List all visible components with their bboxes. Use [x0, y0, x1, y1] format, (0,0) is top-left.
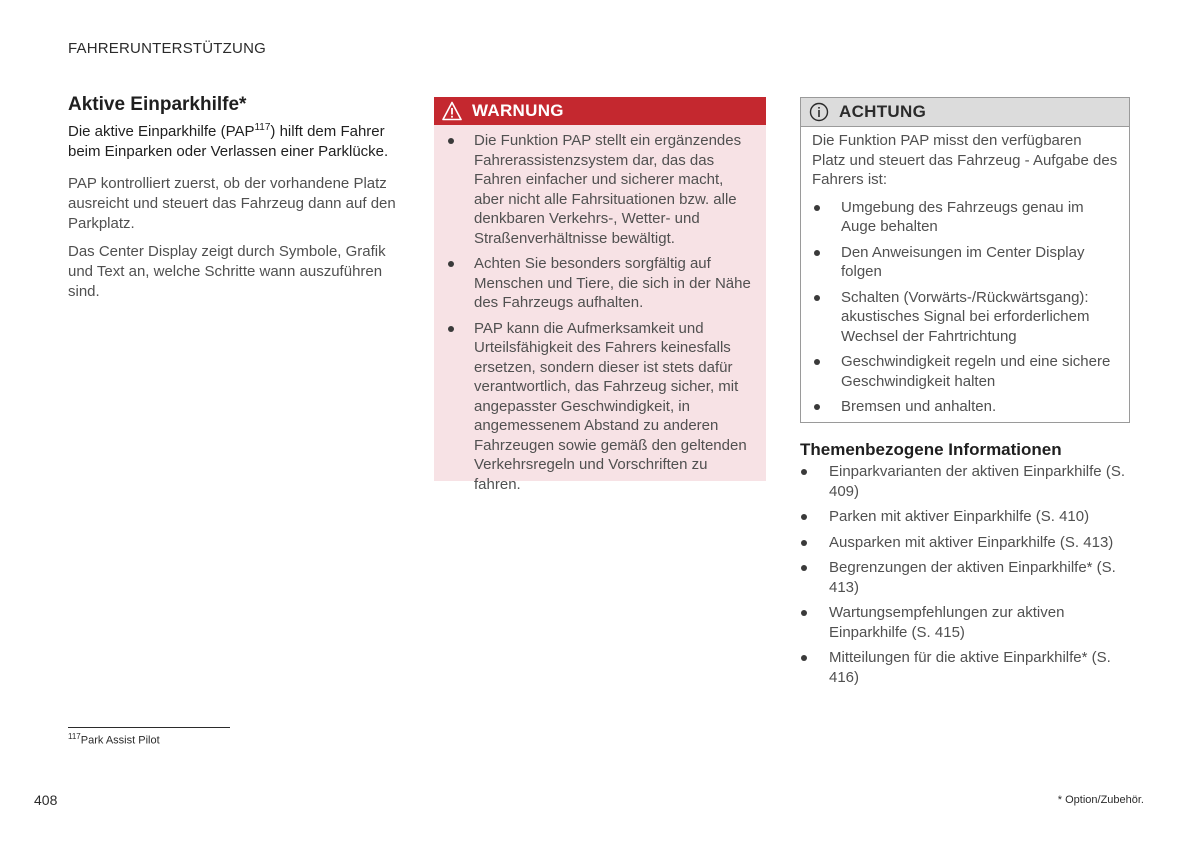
related-link[interactable] — [800, 507, 1132, 527]
list-item-text: Umgebung des Fahrzeugs genau im Auge behalten — [841, 198, 1084, 235]
warning-box — [434, 97, 766, 493]
list-item-text: Bremsen und anhalten. — [841, 398, 997, 415]
warning-header — [434, 97, 766, 125]
list-item-text: Die Funktion PAP stellt ein ergänzendes Fahrerassistenzsystem dar, das das Fahren einfacher und sicherer macht, aber nicht alle Fahrsituationen bzw. alle denkbaren Verkehrs-, Wetter- und Straßenverhältnisse bewältigt. — [474, 132, 742, 247]
warning-triangle-icon — [442, 101, 462, 121]
related-list — [800, 462, 1132, 687]
bullet-icon — [814, 205, 820, 211]
intro-text: Die aktive Einparkhilfe (PAP — [68, 123, 255, 140]
bullet-icon — [448, 326, 454, 332]
bullet-icon — [801, 540, 807, 546]
bullet-icon — [814, 250, 820, 256]
bullet-icon — [814, 359, 820, 365]
list-item — [812, 352, 1119, 391]
note-header — [801, 98, 1129, 127]
option-note: * Option/Zubehör. — [1057, 794, 1144, 806]
footnote-number: 117 — [68, 732, 81, 741]
main-section — [68, 94, 400, 310]
related-link-text[interactable]: Parken mit aktiver Einparkhilfe (S. 410) — [829, 508, 1090, 525]
bullet-icon — [801, 655, 807, 661]
info-icon — [809, 102, 829, 122]
bullet-icon — [801, 565, 807, 571]
footnote-text: Park Assist Pilot — [80, 734, 160, 747]
list-item — [446, 319, 756, 495]
bullet-icon — [448, 261, 454, 267]
related-link[interactable] — [800, 462, 1132, 501]
list-item — [812, 397, 1119, 417]
related-link[interactable] — [800, 648, 1132, 687]
list-item-text: Achten Sie besonders sorgfältig auf Menschen und Tiere, die sich in der Nähe des Fahrzeugs aufhalten. — [474, 255, 751, 311]
bullet-icon — [814, 404, 820, 410]
related-link-text[interactable]: Mitteilungen für die aktive Einparkhilfe* (S. 416) — [829, 649, 1111, 686]
list-item-text: Schalten (Vorwärts-/Rückwärtsgang): akustisches Signal bei erforderlichem Wechsel der Fahrtrichtung — [841, 288, 1090, 345]
body-paragraph: PAP kontrolliert zuerst, ob der vorhandene Platz ausreicht und steuert das Fahrzeug dann auf den Parkplatz. — [68, 175, 396, 232]
footnote-ref[interactable]: 117 — [254, 122, 271, 133]
bullet-icon — [801, 514, 807, 520]
intro-text-rest: ) hilft dem Fahrer beim Einparken oder Verlassen einer Parklücke. — [68, 123, 389, 160]
related-link-text[interactable]: Ausparken mit aktiver Einparkhilfe (S. 413) — [829, 533, 1114, 551]
list-item-text: Geschwindigkeit regeln und eine sichere Geschwindigkeit halten — [841, 353, 1111, 390]
chapter-header: FAHRERUNTERSTÜTZUNG — [68, 40, 266, 57]
note-intro: Die Funktion PAP misst den verfügbaren Platz und steuert das Fahrzeug - Aufgabe des Fahrers ist: — [812, 132, 1118, 188]
related-link-text[interactable]: Begrenzungen der aktiven Einparkhilfe* (S. 413) — [829, 559, 1116, 596]
related-info — [800, 440, 1132, 693]
bullet-icon — [448, 138, 454, 144]
intro-paragraph — [68, 122, 400, 162]
note-list — [801, 198, 1129, 417]
bullet-icon — [801, 610, 807, 616]
warning-list — [434, 125, 766, 494]
list-item — [812, 288, 1119, 347]
bullet-icon — [814, 295, 820, 301]
related-link[interactable] — [800, 603, 1132, 642]
footnote-divider — [68, 727, 230, 728]
related-link[interactable] — [800, 558, 1132, 597]
section-title: Aktive Einparkhilfe* — [68, 94, 247, 115]
list-item — [812, 198, 1119, 237]
bullet-icon — [801, 469, 807, 475]
related-link[interactable] — [800, 533, 1132, 553]
related-link-text[interactable]: Wartungsempfehlungen zur aktiven Einparkhilfe (S. 415) — [829, 604, 1065, 641]
warning-label: WARNUNG — [472, 101, 564, 120]
note-label: ACHTUNG — [839, 102, 927, 121]
note-box — [800, 97, 1130, 423]
related-title: Themenbezogene Informationen — [800, 440, 1062, 459]
related-link-text[interactable]: Einparkvarianten der aktiven Einparkhilfe (S. 409) — [829, 463, 1125, 500]
list-item-text: PAP kann die Aufmerksamkeit und Urteilsfähigkeit des Fahrers keinesfalls ersetzen, sondern dieser ist stets dafür verantwortlich, das Fahrzeug sicher, mit angepasster Geschwindigkeit, in angemessenem Abstand zu anderen Fahrzeugen sowie gemäß den geltenden Verkehrsregeln und Vorschriften zu fahren. — [474, 319, 747, 493]
body-paragraph: Das Center Display zeigt durch Symbole, Grafik und Text an, welche Schritte wann auszuführen sind. — [68, 243, 386, 300]
footnote — [68, 732, 160, 747]
list-item-text: Den Anweisungen im Center Display folgen — [841, 243, 1085, 280]
list-item — [812, 243, 1119, 282]
list-item — [446, 254, 756, 313]
page-number: 408 — [34, 792, 58, 808]
list-item — [446, 131, 756, 248]
